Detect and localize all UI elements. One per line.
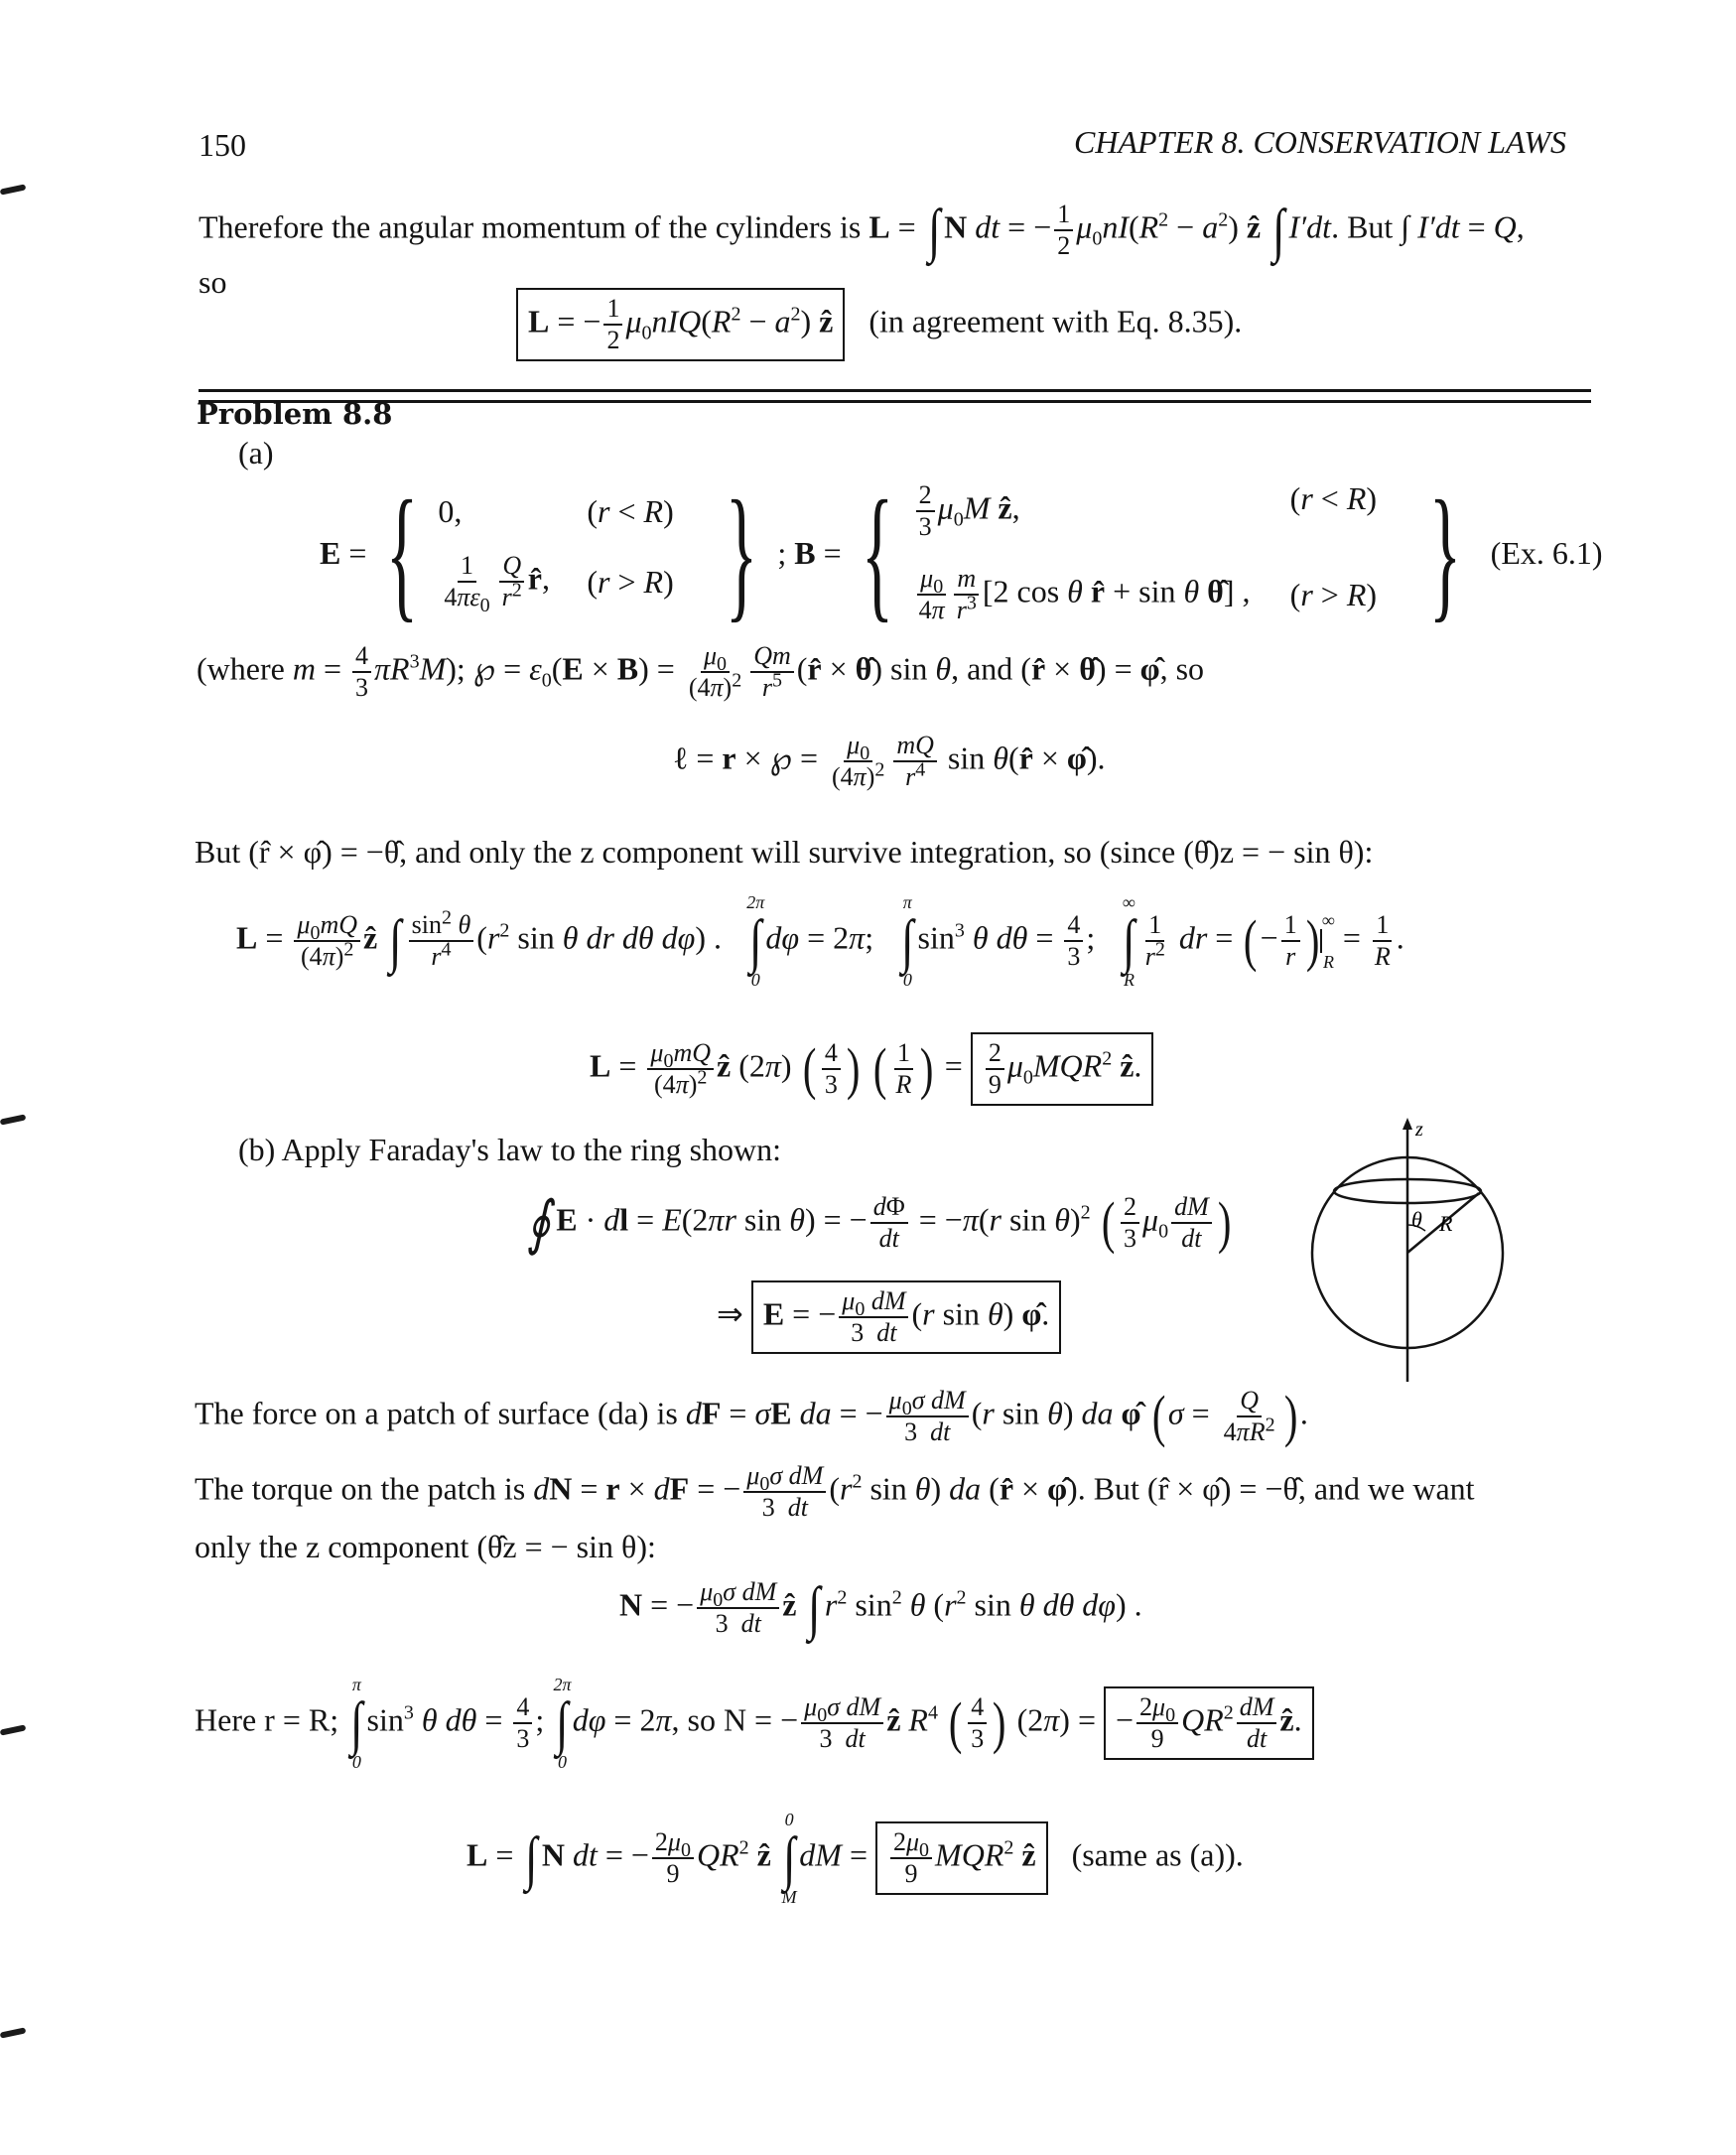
angular-momentum-density: ℓ = r × ℘ = $\frac{\mu_0}{(4\pi)^2}$ $\frac{mQ}{r^4}$ sin θ(r̂ × φ̂). bbox=[673, 731, 1106, 791]
z-axis-label: z bbox=[1415, 1119, 1423, 1141]
part-b-label: (b) Apply Faraday's law to the ring shown: bbox=[238, 1132, 782, 1167]
chapter-title: CHAPTER 8. CONSERVATION LAWS bbox=[1074, 124, 1566, 160]
N-integral-line: N = − $\frac{\mu_0\sigma dM}{3 dt}$ ẑ ∫ $r^2$ $\sin^2 \theta$ ($r^2$ sin θ dθ dφ) . bbox=[619, 1575, 1142, 1641]
only-z-line: only the z component (θ̂z = − sin θ): bbox=[195, 1529, 656, 1564]
L-result-line: L = $\frac{\mu_0mQ}{(4\pi)^2}$ ẑ (2π) ( $\frac{4}{3}$ ) ( $\frac{1}{R}$ ) = $\frac{2}{9}$ $\mu_0MQR^2$ ẑ. bbox=[590, 1032, 1153, 1106]
theta-label: θ bbox=[1411, 1207, 1422, 1232]
here-r-text: Here r = R; bbox=[195, 1701, 339, 1738]
but-line: But (r̂ × φ̂) = −θ̂, and only the z component will survive integration, so (since (θ̂)z = − sin θ): bbox=[195, 834, 1374, 870]
faraday-equation: ∮ E · dl = E(2πr sin θ) = − $\frac{d\Phi}{dt}$ = −π(r sin θ)$^2$ ( $\frac{2}{3}$ $\mu_0$ $\frac{dM}{dt}$ ) bbox=[526, 1190, 1232, 1256]
boxed-result-L: L = − $\frac{1}{2}$ $\mu_0nIQ(R^2 - a^2)$ ẑ (in agreement with Eq. 8.35). bbox=[516, 288, 1242, 361]
sphere-ring-diagram bbox=[1308, 1114, 1507, 1392]
force-text: The force on a patch of surface (da) is bbox=[195, 1395, 678, 1431]
torque-line: The torque on the patch is dN = r × dF = − $\frac{\mu_0\sigma dM}{3 dt}$ ($r^2$ sin θ) da (r̂ × φ̂). But (r̂ × φ̂) = −θ̂, and we want bbox=[195, 1461, 1475, 1522]
part-a-label: (a) bbox=[238, 435, 274, 471]
where-m-line: (where m = $\frac{4}{3}$ $\pi R^3M$); ℘ = $\varepsilon_0(E \times B)$ = $\frac{\mu_0}{(4\pi)^2}$ $\frac{Qm}{r^5}$ (r̂ × θ̂) sin θ, and (r̂ × θ̂) = φ̂, so bbox=[197, 641, 1205, 702]
L-integral-line: L = $\frac{\mu_0mQ}{(4\pi)^2}$ ẑ ∫ $\frac{\sin^2 \theta}{r^4}$ ($r^2$ sin θ dr dθ dφ) . 2π ∫ 0 dφ = 2π; π ∫ 0 $\sin^3 \theta$ dθ = $\frac{4}{3}$ ; ∞ ∫ R $\frac{1}{r^2}$ dr = (− $\frac{1}{r}$ ) ∞ R = $\frac{1}{R}$ . bbox=[236, 892, 1404, 990]
and-word: , and bbox=[951, 650, 1013, 687]
angular-momentum-line: Therefore the angular momentum of the cylinders is L = ∫ N dt = − $\frac{1}{2}$ $\mu_0nI(R^2 - a^2)$ ẑ ∫ I′dt. But ∫ I′dt = Q, bbox=[199, 198, 1525, 263]
final-L-line: L = ∫ N dt = − $\frac{2\mu_0}{9}$ $QR^2$ ẑ 0 ∫ M dM = $\frac{2\mu_0}{9}$ MQR$^2$ ẑ (same as (a)). bbox=[467, 1810, 1244, 1907]
so-N-text: , so N = bbox=[671, 1701, 773, 1738]
angmom-intro: Therefore the angular momentum of the cylinders is bbox=[199, 208, 862, 245]
margin-mark bbox=[0, 2027, 26, 2038]
page-number: 150 bbox=[199, 127, 246, 163]
torque-text: The torque on the patch is bbox=[195, 1470, 526, 1507]
same-as-a-note: (same as (a)). bbox=[1071, 1836, 1244, 1873]
radius-label: R bbox=[1439, 1211, 1453, 1236]
problem-title: Problem 8.8 bbox=[197, 397, 393, 431]
so-word-2: , so bbox=[1159, 650, 1205, 687]
z-axis-arrow bbox=[1402, 1118, 1412, 1130]
torque-text-2: . But (r̂ × φ̂) = −θ̂, and we want bbox=[1077, 1470, 1475, 1507]
field-equations: E = { 0, (r < R) $\frac{1}{4\pi\varepsilon_0}$ $\frac{Q}{r^2}$ r̂, (r > R) } ; B = { $\frac{2}{3}$ $\mu_0M$ ẑ, (r < R) $\frac{\mu_0}{4\pi}$ $\frac{m}{r^3}$ [2 cos θ r̂ + sin θ θ̂] , (r > R) } (Ex. 6.1) bbox=[320, 471, 1603, 635]
example-reference: (Ex. 6.1) bbox=[1490, 535, 1603, 571]
margin-mark bbox=[0, 1724, 26, 1735]
agreement-note: (in agreement with Eq. 8.35). bbox=[868, 303, 1243, 339]
here-r-line: Here r = R; π ∫ 0 $\sin^3 \theta$ dθ = $\frac{4}{3}$ ; 2π ∫ 0 dφ = 2π, so N = − $\frac{\mu_0\sigma dM}{3 dt}$ ẑ $R^4$ ( $\frac{4}{3}$ ) (2π) = − $\frac{2\mu_0}{9}$ $QR^2$ $\frac{dM}{dt}$ ẑ. bbox=[195, 1676, 1314, 1771]
margin-mark bbox=[0, 184, 26, 195]
so-word: so bbox=[199, 264, 227, 300]
force-line: The force on a patch of surface (da) is dF = σE da = − $\frac{\mu_0\sigma dM}{3 dt}$ (r sin θ) da φ̂ (σ = $\frac{Q}{4\pi R^2}$ ). bbox=[195, 1384, 1308, 1448]
E-result-line: ⇒ E = − $\frac{\mu_0 dM}{3 dt}$ (r sin θ) φ̂. bbox=[717, 1280, 1061, 1354]
where-label: (where bbox=[197, 650, 285, 687]
section-divider bbox=[199, 389, 1591, 403]
angmom-but: . But bbox=[1331, 208, 1394, 245]
margin-mark bbox=[0, 1114, 26, 1125]
